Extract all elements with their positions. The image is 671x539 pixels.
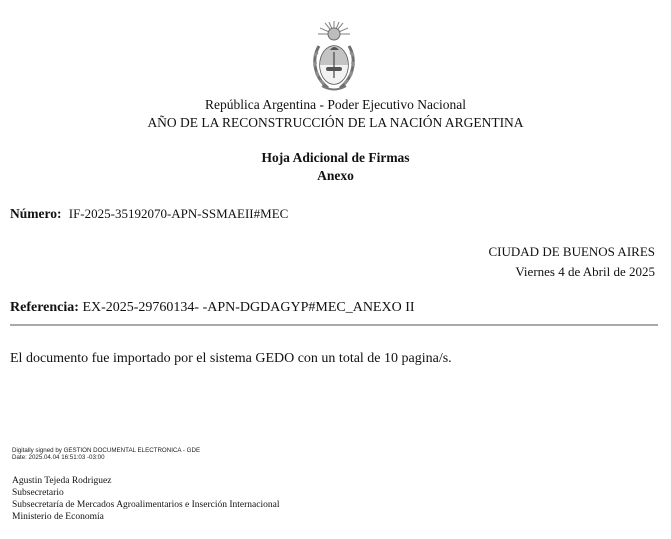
signer-office: Subsecretaría de Mercados Agroalimentarios e Inserción Internacional bbox=[12, 500, 280, 510]
section-divider bbox=[10, 324, 658, 326]
document-title: Hoja Adicional de Firmas bbox=[261, 150, 410, 165]
document-reference-row bbox=[10, 300, 415, 316]
document-date: Viernes 4 de Abril de 2025 bbox=[515, 264, 655, 279]
argentina-coat-of-arms-icon bbox=[308, 20, 360, 94]
signer-name: Agustin Tejeda Rodriguez bbox=[12, 476, 112, 486]
document-city: CIUDAD DE BUENOS AIRES bbox=[488, 244, 655, 259]
document-subtitle: Anexo bbox=[317, 168, 354, 183]
document-number-row bbox=[10, 206, 288, 222]
document-reference-label: Referencia: bbox=[10, 300, 79, 315]
header-republic-line: República Argentina - Poder Ejecutivo Nacional bbox=[204, 97, 467, 112]
document-reference-value: EX-2025-29760134- -APN-DGDAGYP#MEC_ANEXO II bbox=[82, 300, 415, 315]
document-body-text: El documento fue importado por el sistema GEDO con un total de 10 pagina/s. bbox=[10, 351, 452, 366]
digital-signature-date: Date: 2025.04.04 16:51:03 -03:00 bbox=[12, 454, 105, 461]
header-year-motto: AÑO DE LA RECONSTRUCCIÓN DE LA NACIÓN ARGENTINA bbox=[147, 115, 524, 130]
document-number-label: Número: bbox=[10, 206, 62, 221]
document-number-value: IF-2025-35192070-APN-SSMAEII#MEC bbox=[68, 206, 289, 221]
digital-signature-line: Digitally signed by GESTION DOCUMENTAL ELECTRONICA - GDE bbox=[12, 447, 201, 454]
signer-role: Subsecretario bbox=[12, 488, 64, 498]
signer-ministry: Ministerio de Economía bbox=[12, 512, 104, 522]
